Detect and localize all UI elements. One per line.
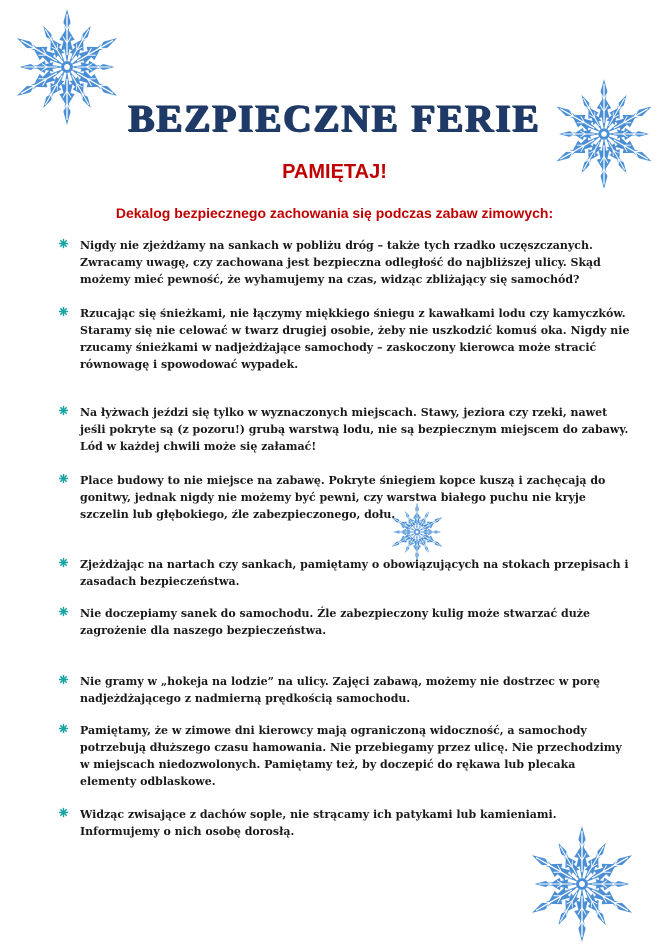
rule-item (58, 673, 633, 707)
rule-item (58, 305, 633, 373)
rule-item (58, 806, 633, 840)
rule-text: Widząc zwisające z dachów sople, nie strącamy ich patykami lub kamieniami. Informujemy o nich osobę dorosłą. (80, 808, 557, 838)
remember-heading: PAMIĘTAJ! (282, 161, 387, 183)
bullet-icon (58, 674, 69, 685)
rule-text: Pamiętamy, że w zimowe dni kierowcy mają ograniczoną widoczność, a samochody potrzebują dłuższego czasu hamowania. Nie przebiegamy przez ulicę. Nie przechodzimy w miejscach niedozwolonych. Pamiętamy też, by doczepić do rękawa lub plecaka elementy odblaskowe. (80, 724, 622, 788)
bullet-icon (58, 723, 69, 734)
rule-text: Place budowy to nie miejsce na zabawę. Pokryte śniegiem kopce kuszą i zachęcają do gonitwy, jednak nigdy nie możemy być pewni, czy warstwa białego puchu nie kryje szczelin lub głębokiego, źle zabezpieczonego, dołu. (80, 474, 606, 521)
rule-item (58, 605, 633, 639)
rule-item (58, 472, 633, 523)
rule-text: Rzucając się śnieżkami, nie łączymy miękkiego śniegu z kawałkami lodu czy kamyczków. Staramy się nie celować w twarz drugiej osobie, żeby nie uszkodzić komuś oka. Nigdy nie rzucamy śnieżkami w nadjeżdżające samochody – zaskoczony kierowca może stracić równowagę i spowodować wypadek. (80, 307, 630, 371)
bullet-icon (58, 557, 69, 568)
bullet-icon (58, 606, 69, 617)
rule-text: Zjeżdżając na nartach czy sankach, pamiętamy o obowiązujących na stokach przepisach i zasadach bezpieczeństwa. (80, 558, 629, 588)
decalogue-subtitle: Dekalog bezpiecznego zachowania się podczas zabaw zimowych: (115, 205, 554, 221)
rule-text: Nie doczepiamy sanek do samochodu. Źle zabezpieczony kulig może stwarzać duże zagrożenie dla naszego bezpieczeństwa. (80, 607, 590, 637)
bullet-icon (58, 473, 69, 484)
rule-text: Nie gramy w „hokeja na lodzie” na ulicy. Zajęci zabawą, możemy nie dostrzec w porę nadjeżdżającego z nadmierną prędkością samochodu. (80, 675, 600, 705)
page-title: BEZPIECZNE FERIE (128, 97, 541, 140)
rule-item (58, 722, 633, 790)
rule-item (58, 237, 633, 288)
bullet-icon (58, 238, 69, 249)
rule-item (58, 556, 633, 590)
bullet-icon (58, 807, 69, 818)
bullet-icon (58, 306, 69, 317)
rule-text: Na łyżwach jeździ się tylko w wyznaczonych miejscach. Stawy, jeziora czy rzeki, nawet jeśli pokryte są (z pozoru!) grubą warstwą lodu, nie są bezpiecznym miejscem do zabawy. Lód w każdej chwili może się załamać! (80, 406, 629, 453)
rule-item (58, 404, 633, 455)
rule-text: Nigdy nie zjeżdżamy na sankach w pobliżu dróg – także tych rzadko uczęszczanych. Zwracamy uwagę, czy zachowana jest bezpieczna odległość do najbliższej ulicy. Skąd możemy mieć pewność, że wyhamujemy na czas, widząc zbliżający się samochód? (80, 239, 601, 286)
snowflake-icon (523, 825, 641, 943)
bullet-icon (58, 405, 69, 416)
